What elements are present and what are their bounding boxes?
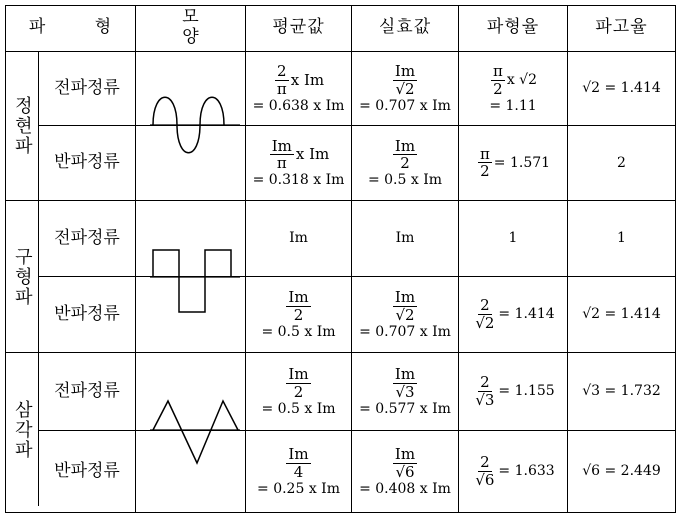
table-border-right	[675, 5, 676, 513]
header-row	[5, 5, 676, 51]
row-label: 전파정류	[54, 77, 120, 98]
rms-cell: Im	[395, 230, 415, 247]
rms-cell: $\frac{Im}{√6}$ = 0.408 x Im	[359, 445, 451, 497]
header-type: 파 형	[28, 17, 134, 38]
rms-cell: $\frac{Im}{√2}$ = 0.707 x Im	[359, 288, 451, 340]
header-form-factor: 파형율	[486, 17, 540, 38]
row-label: 반파정류	[54, 460, 120, 481]
header-rms: 실효값	[378, 17, 432, 38]
form-factor-cell: $\frac{2}{√6}$ = 1.633	[475, 453, 555, 489]
form-factor-cell: 1	[508, 230, 518, 247]
avg-cell: $\frac{2}{\pi}$ x Im = 0.638 x Im	[252, 62, 345, 114]
form-factor-cell: $\frac{2}{√3}$ = 1.155	[475, 373, 555, 409]
avg-cell: $\frac{Im}{\pi}$ x Im = 0.318 x Im	[252, 136, 345, 189]
avg-cell: $\frac{Im}{2}$ = 0.5 x Im	[261, 365, 336, 417]
row-label: 전파정류	[54, 380, 120, 401]
crest-factor-cell: √6 = 2.449	[582, 463, 661, 480]
crest-factor-cell: 2	[617, 154, 626, 171]
table-border-bottom	[5, 512, 676, 513]
sine-wave-icon	[136, 52, 245, 200]
group-label-square: 구형파	[11, 246, 33, 307]
rms-cell: $\frac{Im}{2}$ = 0.5 x Im	[367, 136, 443, 189]
avg-cell: $\frac{Im}{4}$ = 0.25 x Im	[257, 445, 340, 497]
crest-factor-cell: √2 = 1.414	[582, 80, 661, 97]
crest-factor-cell: √3 = 1.732	[582, 383, 661, 400]
header-crest-factor: 파고율	[595, 17, 648, 38]
waveform-table	[5, 5, 676, 513]
avg-cell: $\frac{Im}{2}$ = 0.5 x Im	[261, 288, 336, 340]
triangle-wave-icon	[136, 353, 245, 512]
row-label: 전파정류	[54, 227, 120, 248]
form-factor-cell: $\frac{\pi}{2}$ = 1.571	[479, 144, 551, 181]
crest-factor-cell: 1	[617, 230, 626, 247]
group-label-triangle: 삼각파	[11, 399, 33, 460]
row-label: 반파정류	[54, 152, 120, 173]
rms-cell: $\frac{Im}{√2}$ = 0.707 x Im	[359, 62, 451, 114]
form-factor-cell: $\frac{\pi}{2}$ x √2 = 1.11	[489, 62, 538, 114]
crest-factor-cell: √2 = 1.414	[582, 306, 661, 323]
form-factor-cell: $\frac{2}{√2}$ = 1.414	[475, 296, 555, 332]
header-shape: 모 양	[182, 7, 223, 47]
avg-cell: Im	[289, 230, 308, 247]
rms-cell: $\frac{Im}{√3}$ = 0.577 x Im	[359, 365, 451, 417]
square-wave-icon	[136, 201, 245, 352]
group-label-sine: 정현파	[11, 96, 33, 156]
header-average: 평균값	[272, 17, 325, 38]
row-label: 반파정류	[54, 303, 120, 324]
